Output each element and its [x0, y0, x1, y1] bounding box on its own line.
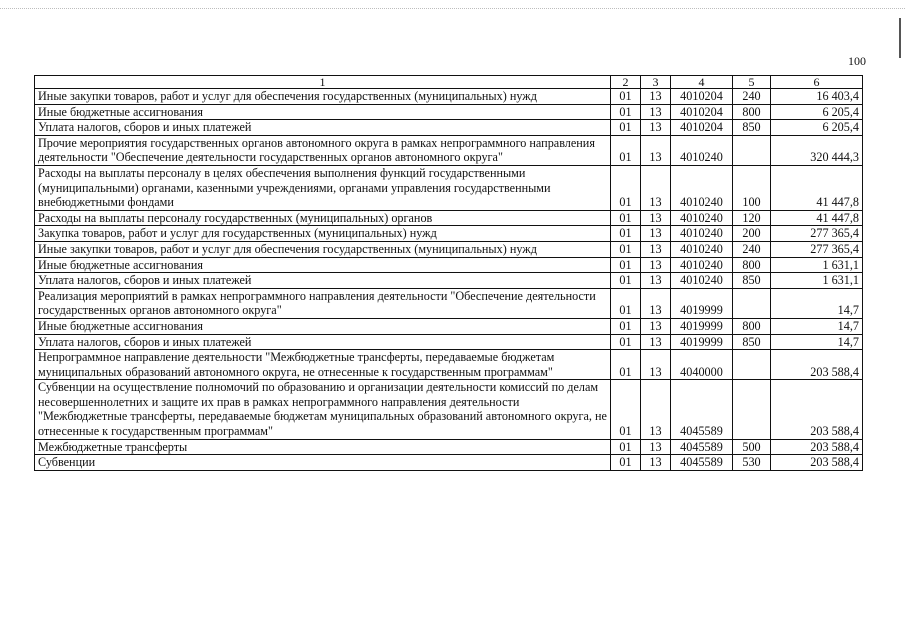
table-row: [35, 241, 863, 257]
row-name: Иные закупки товаров, работ и услуг для обеспечения государственных (муниципальных) нужд: [35, 89, 611, 105]
row-section: 01: [611, 89, 641, 105]
row-section: 01: [611, 288, 641, 318]
row-amount: 41 447,8: [771, 210, 863, 226]
row-section: 01: [611, 135, 641, 165]
table-row: [35, 380, 863, 439]
row-name: Прочие мероприятия государственных органов автономного округа в рамках непрограммного направления деятельности "Обеспечение деятельности государственных органов автономного округа": [35, 135, 611, 165]
row-name: Иные бюджетные ассигнования: [35, 257, 611, 273]
row-expense-type: 240: [733, 241, 771, 257]
row-target-code: 4045589: [671, 455, 733, 471]
row-expense-type: 530: [733, 455, 771, 471]
scan-edge-right: [899, 18, 901, 58]
row-target-code: 4010240: [671, 165, 733, 210]
row-target-code: 4010240: [671, 135, 733, 165]
row-expense-type: 800: [733, 318, 771, 334]
row-target-code: 4010240: [671, 210, 733, 226]
row-subsection: 13: [641, 241, 671, 257]
row-subsection: 13: [641, 273, 671, 289]
row-amount: 6 205,4: [771, 120, 863, 136]
header-col-3: 3: [641, 76, 671, 89]
table-row: [35, 257, 863, 273]
row-section: 01: [611, 257, 641, 273]
table-row: [35, 334, 863, 350]
row-amount: 203 588,4: [771, 350, 863, 380]
row-expense-type: 120: [733, 210, 771, 226]
row-section: 01: [611, 210, 641, 226]
row-expense-type: 850: [733, 120, 771, 136]
row-subsection: 13: [641, 120, 671, 136]
row-name: Уплата налогов, сборов и иных платежей: [35, 334, 611, 350]
row-name: Иные бюджетные ассигнования: [35, 318, 611, 334]
row-target-code: 4010240: [671, 273, 733, 289]
row-amount: 16 403,4: [771, 89, 863, 105]
row-name: Иные бюджетные ассигнования: [35, 104, 611, 120]
row-subsection: 13: [641, 226, 671, 242]
row-section: 01: [611, 380, 641, 439]
row-subsection: 13: [641, 318, 671, 334]
table-row: [35, 273, 863, 289]
row-name: Субвенции: [35, 455, 611, 471]
page-number: 100: [848, 54, 866, 68]
table-row: [35, 226, 863, 242]
row-target-code: 4010204: [671, 120, 733, 136]
table-row: [35, 350, 863, 380]
table-row: [35, 210, 863, 226]
row-expense-type: 850: [733, 334, 771, 350]
row-subsection: 13: [641, 380, 671, 439]
row-target-code: 4019999: [671, 318, 733, 334]
row-amount: 1 631,1: [771, 257, 863, 273]
row-target-code: 4010240: [671, 226, 733, 242]
row-target-code: 4010240: [671, 257, 733, 273]
table-row: [35, 439, 863, 455]
table-header-row: [35, 76, 863, 89]
table-row: [35, 135, 863, 165]
row-expense-type: 500: [733, 439, 771, 455]
row-amount: 277 365,4: [771, 241, 863, 257]
row-target-code: 4040000: [671, 350, 733, 380]
row-amount: 320 444,3: [771, 135, 863, 165]
row-section: 01: [611, 120, 641, 136]
row-section: 01: [611, 273, 641, 289]
header-col-4: 4: [671, 76, 733, 89]
row-section: 01: [611, 350, 641, 380]
row-name: Субвенции на осуществление полномочий по образованию и организации деятельности комиссий по делам несовершеннолетних и защите их прав в рамках непрограммного направления деятельности "Межбюджетные трансферты, передаваемые бюджетам муниципальных образований автономного округа, не отнесенные к государственным программам": [35, 380, 611, 439]
table-row: [35, 120, 863, 136]
row-name: Межбюджетные трансферты: [35, 439, 611, 455]
header-col-2: 2: [611, 76, 641, 89]
row-target-code: 4045589: [671, 380, 733, 439]
row-amount: 203 588,4: [771, 439, 863, 455]
header-col-5: 5: [733, 76, 771, 89]
row-expense-type: 240: [733, 89, 771, 105]
row-section: 01: [611, 439, 641, 455]
row-target-code: 4010204: [671, 104, 733, 120]
row-subsection: 13: [641, 288, 671, 318]
row-amount: 203 588,4: [771, 455, 863, 471]
row-section: 01: [611, 226, 641, 242]
row-expense-type: 850: [733, 273, 771, 289]
row-section: 01: [611, 165, 641, 210]
row-expense-type: 800: [733, 257, 771, 273]
row-subsection: 13: [641, 165, 671, 210]
header-col-6: 6: [771, 76, 863, 89]
row-amount: 1 631,1: [771, 273, 863, 289]
row-target-code: 4019999: [671, 334, 733, 350]
budget-table: [34, 75, 863, 471]
row-amount: 277 365,4: [771, 226, 863, 242]
row-name: Иные закупки товаров, работ и услуг для обеспечения государственных (муниципальных) нужд: [35, 241, 611, 257]
row-target-code: 4019999: [671, 288, 733, 318]
row-name: Уплата налогов, сборов и иных платежей: [35, 120, 611, 136]
row-amount: 14,7: [771, 288, 863, 318]
row-expense-type: [733, 135, 771, 165]
table-row: [35, 288, 863, 318]
row-amount: 41 447,8: [771, 165, 863, 210]
row-name: Уплата налогов, сборов и иных платежей: [35, 273, 611, 289]
row-expense-type: 800: [733, 104, 771, 120]
row-target-code: 4010204: [671, 89, 733, 105]
row-name: Расходы на выплаты персоналу в целях обеспечения выполнения функций государственными (муниципальными) органами, казенными учреждениями, органами управления государственными внебюджетными фондами: [35, 165, 611, 210]
row-amount: 203 588,4: [771, 380, 863, 439]
row-name: Непрограммное направление деятельности "Межбюджетные трансферты, передаваемые бюджетам муниципальных образований автономного округа, не отнесенные к государственным программам": [35, 350, 611, 380]
row-subsection: 13: [641, 439, 671, 455]
table-row: [35, 89, 863, 105]
row-expense-type: 200: [733, 226, 771, 242]
row-expense-type: [733, 380, 771, 439]
row-name: Реализация мероприятий в рамках непрограммного направления деятельности "Обеспечение деятельности государственных органов автономного округа": [35, 288, 611, 318]
row-amount: 14,7: [771, 318, 863, 334]
row-subsection: 13: [641, 104, 671, 120]
row-section: 01: [611, 455, 641, 471]
row-section: 01: [611, 104, 641, 120]
row-subsection: 13: [641, 210, 671, 226]
row-expense-type: [733, 350, 771, 380]
header-col-1: 1: [35, 76, 611, 89]
scan-edge-top: [0, 0, 905, 9]
table-row: [35, 165, 863, 210]
row-name: Расходы на выплаты персоналу государственных (муниципальных) органов: [35, 210, 611, 226]
row-section: 01: [611, 241, 641, 257]
row-subsection: 13: [641, 135, 671, 165]
row-subsection: 13: [641, 455, 671, 471]
row-subsection: 13: [641, 350, 671, 380]
row-subsection: 13: [641, 89, 671, 105]
row-expense-type: [733, 288, 771, 318]
table-row: [35, 318, 863, 334]
row-name: Закупка товаров, работ и услуг для государственных (муниципальных) нужд: [35, 226, 611, 242]
row-target-code: 4045589: [671, 439, 733, 455]
row-subsection: 13: [641, 257, 671, 273]
row-section: 01: [611, 334, 641, 350]
row-amount: 6 205,4: [771, 104, 863, 120]
row-amount: 14,7: [771, 334, 863, 350]
table-row: [35, 455, 863, 471]
table-row: [35, 104, 863, 120]
row-target-code: 4010240: [671, 241, 733, 257]
row-section: 01: [611, 318, 641, 334]
row-subsection: 13: [641, 334, 671, 350]
row-expense-type: 100: [733, 165, 771, 210]
